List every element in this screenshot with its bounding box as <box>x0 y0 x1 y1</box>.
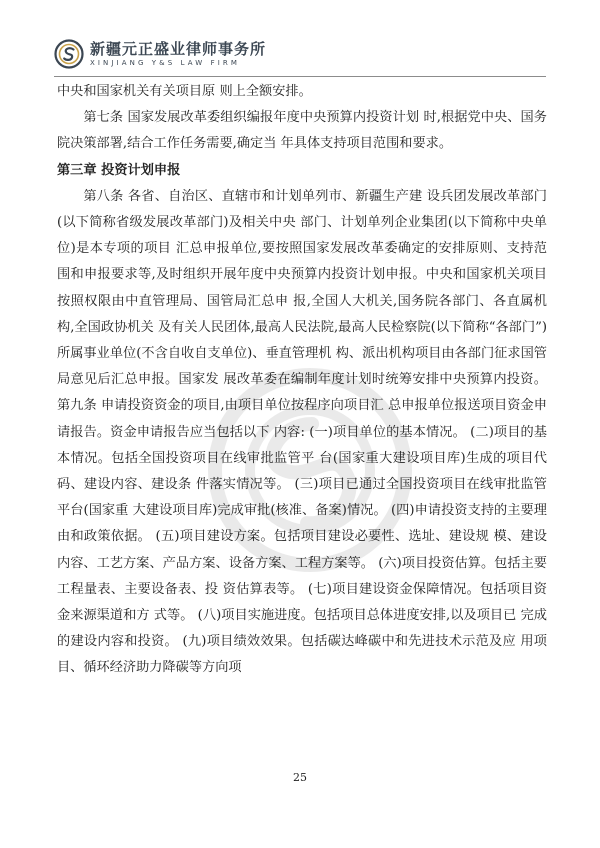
paragraph-article-8-9: 第八条 各省、自治区、直辖市和计划单列市、新疆生产建 设兵团发展改革部门(以下简称省级发展改革部门)及相关中央 部门、计划单列企业集团(以下简称中央单位)是本专项的项目 汇总申报单位,要按照国家发展改革委确定的安排原则、支持范 围和申报要求等,及时组织开展年度中央预算内投资计划申报。中央和国家机关项目按照权限由中直管理局、国管局汇总申 报,全国人大机关,国务院各部门、各直属机构,全国政协机关 及有关人民团体,最高人民法院,最高人民检察院(以下简称“各部门”)所属事业单位(不含自收自支单位)、垂直管理机 构、派出机构项目由各部门征求国管局意见后汇总申报。国家发 展改革委在编制年度计划时统筹安排中央预算内投资。 第九条 申请投资资金的项目,由项目单位按程序向项目汇 总申报单位报送项目资金申请报告。资金申请报告应当包括以下 内容: (一)项目单位的基本情况。 (二)项目的基本情况。包括全国投资项目在线审批监管平 台(国家重大建设项目库)生成的项目代码、建设内容、建设条 件落实情况等。 (三)项目已通过全国投资项目在线审批监管平台(国家重 大建设项目库)完成审批(核准、备案)情况。 (四)申请投资支持的主要理由和政策依据。 (五)项目建设方案。包括项目建设必要性、选址、建设规 模、建设内容、工艺方案、产品方案、设备方案、工程方案等。 (六)项目投资估算。包括主要工程量表、主要设备表、投 资估算表等。 (七)项目建设资金保障情况。包括项目资金来源渠道和方 式等。 (八)项目实施进度。包括项目总体进度安排,以及项目已 完成的建设内容和投资。 (九)项目绩效效果。包括碳达峰碳中和先进技术示范及应 用项目、循环经济助力降碳等方向项 <box>57 188 547 676</box>
chapter-heading: 第三章 投资计划申报 <box>57 162 181 178</box>
page-header <box>54 34 266 74</box>
document-body <box>57 79 547 682</box>
firm-title-block <box>90 41 266 68</box>
paragraph-article-7: 第七条 国家发展改革委组织编报年度中央预算内投资计划 时,根据党中央、国务院决策部署,结合工作任务需要,确定当 年具体支持项目范围和要求。 <box>57 110 547 152</box>
header-divider <box>54 76 546 77</box>
firm-name-en: XINJIANG Y&S LAW FIRM <box>90 58 241 67</box>
page-number: 25 <box>293 771 307 784</box>
paragraph-continuation: 中央和国家机关有关项目原 则上全额安排。 <box>57 84 312 99</box>
firm-name-cn: 新疆元正盛业律师事务所 <box>90 39 267 58</box>
firm-logo-icon <box>54 39 84 69</box>
